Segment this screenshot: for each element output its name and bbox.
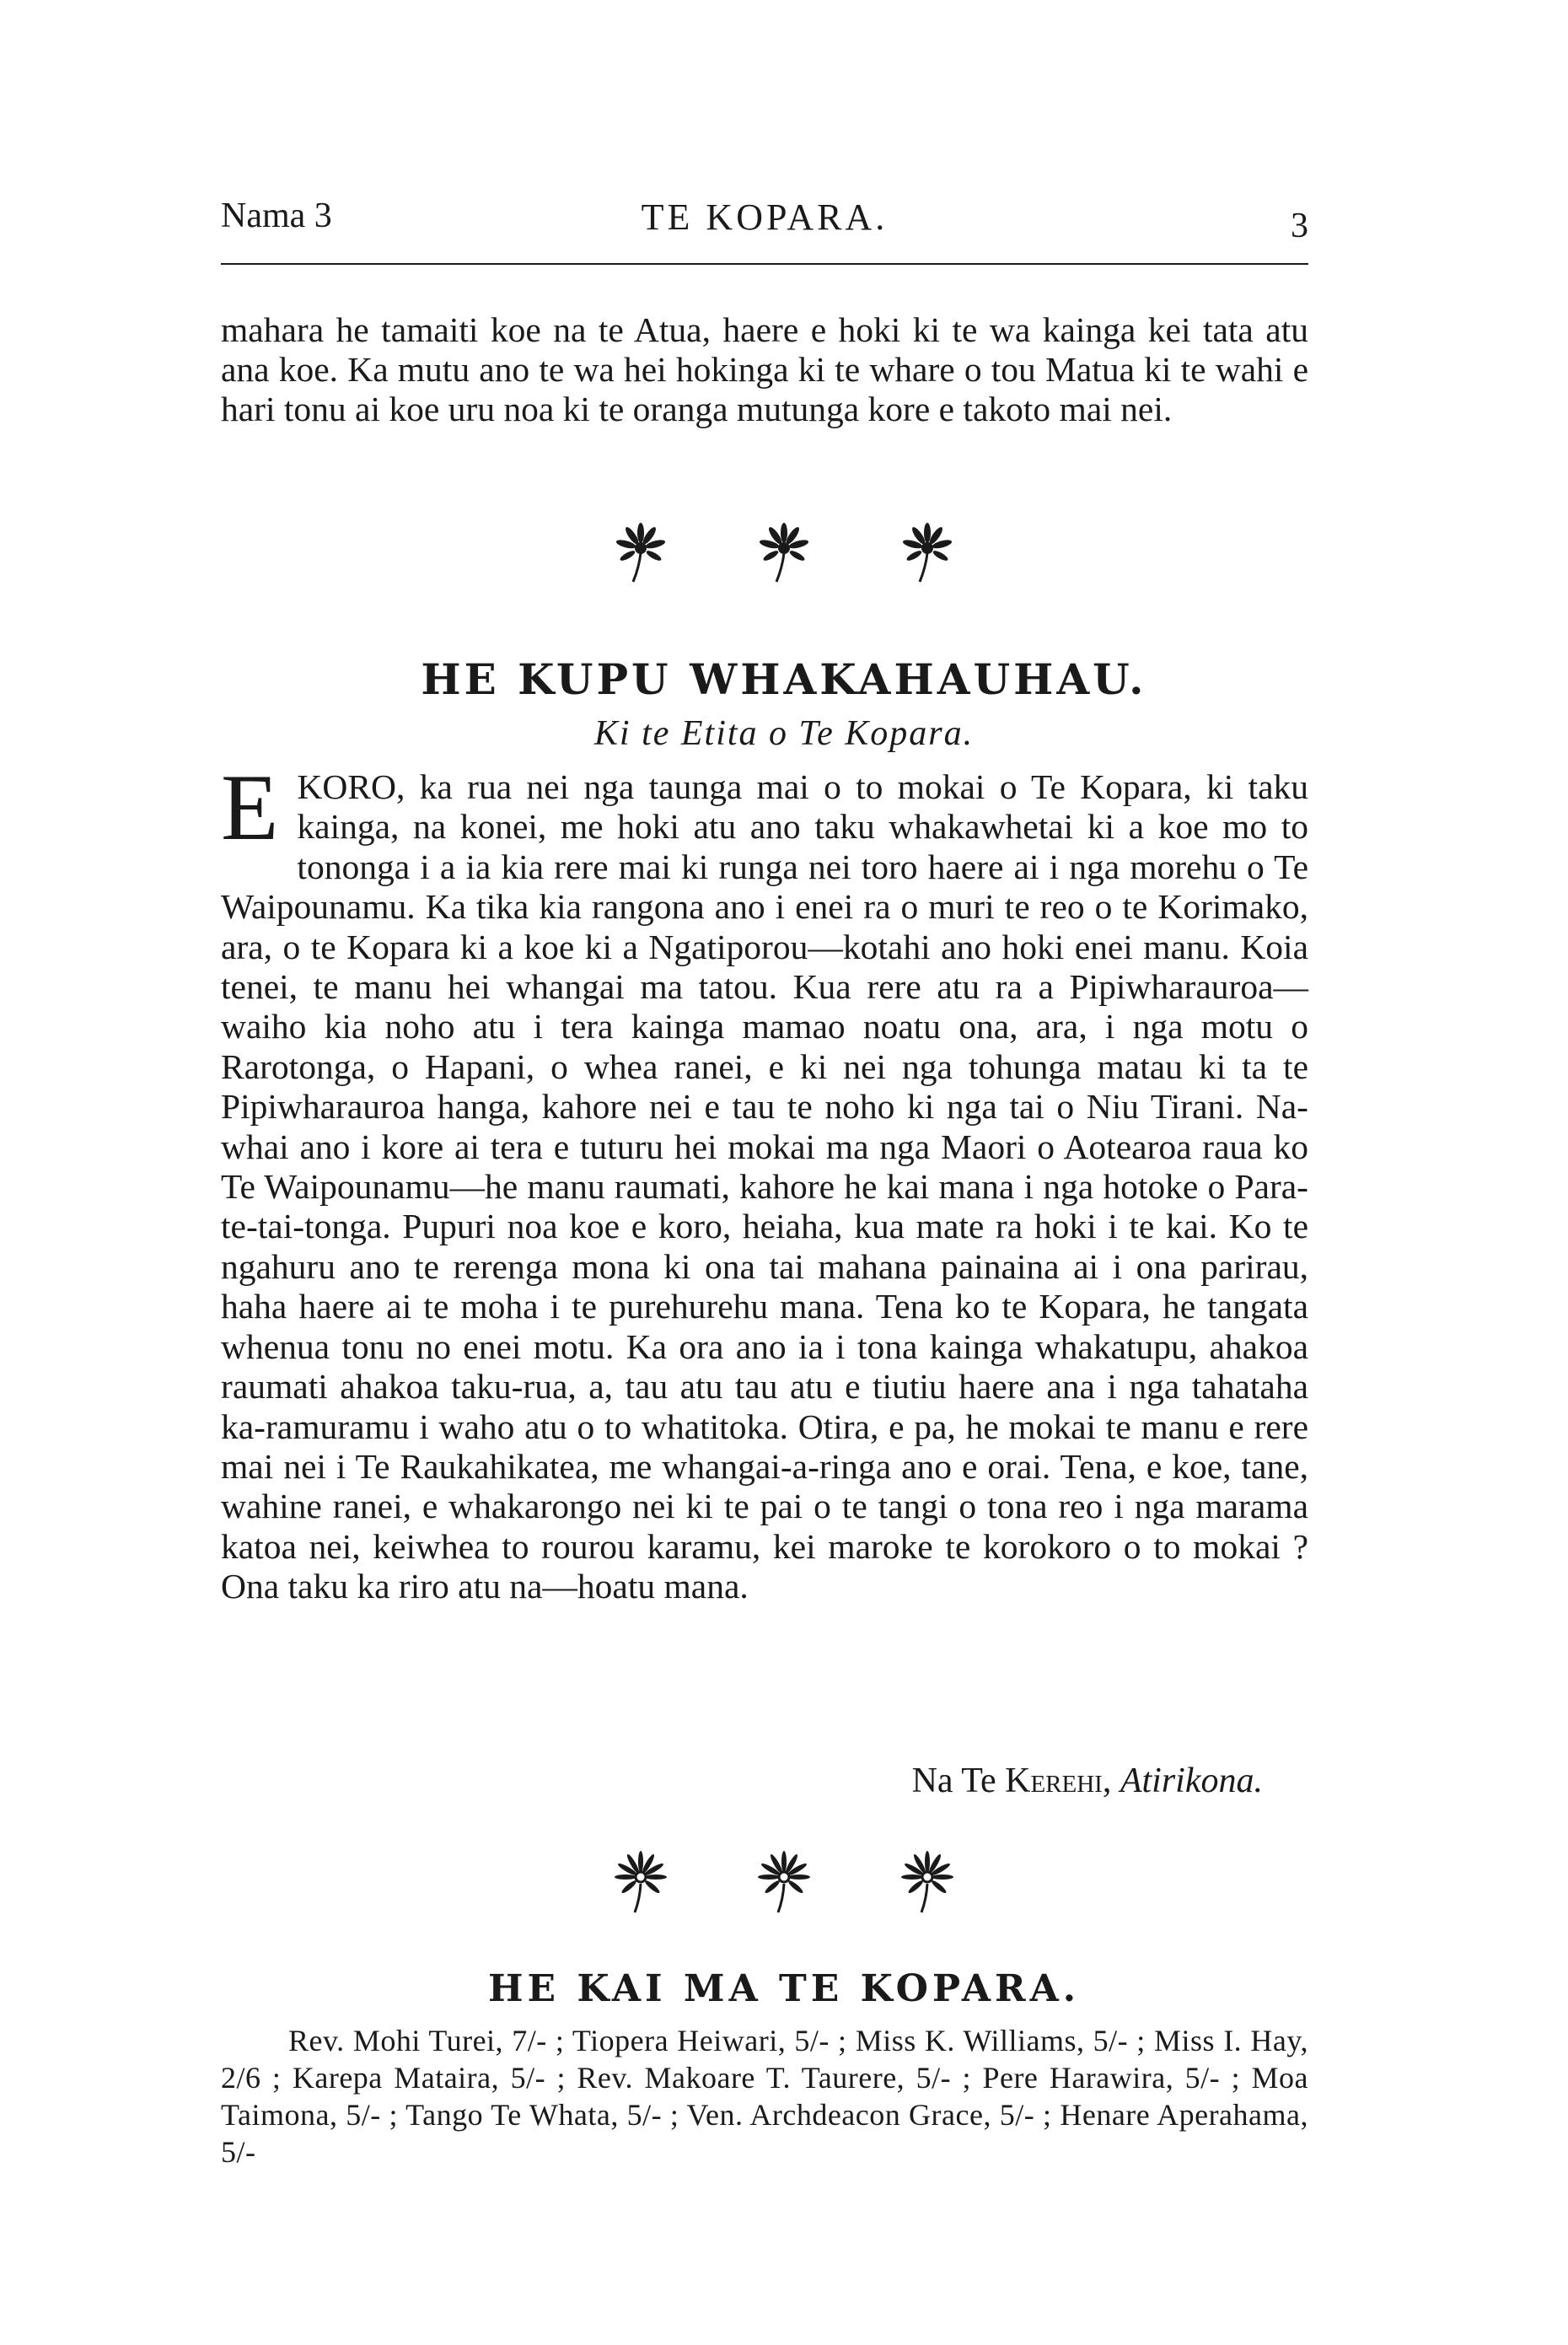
flower-ornament-icon xyxy=(898,521,957,589)
flower-ornament-icon xyxy=(611,1850,670,1917)
signature-separator: , xyxy=(1102,1761,1120,1800)
flower-ornament-icon xyxy=(611,521,670,589)
article-subtitle: Ki te Etita o Te Kopara. xyxy=(593,714,975,753)
flower-ornament-icon xyxy=(898,1850,957,1917)
flower-ornament-icon xyxy=(754,1850,814,1917)
issue-number: Nama 3 xyxy=(221,196,332,235)
letter-body xyxy=(221,756,1308,1607)
flower-ornament-icon xyxy=(754,521,814,589)
signature-title: Atirikona. xyxy=(1120,1761,1263,1800)
donors-list: Rev. Mohi Turei, 7/- ; Tiopera Heiwari, 5/- ; Miss K. Williams, 5/- ; Miss I. Hay, 2/6 ; Karepa Mataira, 5/- ; Rev. Makoare T. Taurere, 5/- ; Pere Harawira, 5/- ; Moa Taimona, 5/- ; Tango Te Whata, 5/- ; Ven. Archdeacon Grace, 5/- ; Henare Aperahama, 5/- xyxy=(221,2024,1308,2169)
signature-name: Kerehi xyxy=(1005,1761,1103,1800)
opening-paragraph: mahara he tamaiti koe na te Atua, haere e hoki ki te wa kainga kei tata atu ana koe. Ka mutu ano te wa hei hokinga ki te whare o tou Matua ki te wahi e hari tonu ai koe uru noa ki te oranga mutunga kore e takoto mai nei. xyxy=(221,310,1308,428)
article-title: HE KUPU WHAKAHAUHAU. xyxy=(421,654,1147,704)
drop-cap: E xyxy=(221,756,279,860)
donors-title: HE KAI MA TE KOPARA. xyxy=(487,1967,1081,2010)
page-number: 3 xyxy=(1291,207,1308,245)
header-rule xyxy=(221,263,1308,265)
running-header xyxy=(221,196,1308,256)
publication-title: TE KOPARA. xyxy=(641,196,889,238)
ornament-divider-middle xyxy=(0,1850,1568,1917)
ornament-divider-top xyxy=(0,521,1568,589)
letter-text: KORO, ka rua nei nga taunga mai o to mokai o Te Kopara, ki taku kainga, na konei, me hoki atu ano taku whakawhetai ki a koe mo to tononga i a ia kia rere mai ki runga nei toro haere ai i nga morehu o Te Waipounamu. Ka tika kia rangona ano i enei ra o muri te reo o te Korimako, ara, o te Kopara ki a koe ki a Ngatiporou—kotahi ano hoki enei manu. Koia tenei, te manu hei whangai ma tatou. Kua rere atu ra a Pipiwharauroa— waiho kia noho atu i tera kainga mamao noatu ona, ara, i nga motu o Rarotonga, o Hapani, o whea ranei, e ki nei nga tohunga matau ki ta te Pipiwharauroa hanga, kahore nei e tau te noho ki nga tai o Niu Tirani. Na-whai ano i kore ai tera e tuturu hei mokai ma nga Maori o Aotearoa raua ko Te Waipounamu—he manu raumati, kahore he kai mana i nga hotoke o Para-te-tai-tonga. Pupuri noa koe e koro, heiaha, kua mate ra hoki i te kai. Ko te ngahuru ano te rerenga mona ki ona tai mahana painaina ai i ona parirau, haha haere ai te moha i te purehurehu mana. Tena ko te Kopara, he tangata whenua tonu no enei motu. Ka ora ano ia i tona kainga whakatupu, ahakoa raumati ahakoa taku-rua, a, tau atu tau atu e tiutiu haere ana i nga tahataha ka-ramuramu i waho atu o to whatitoka. Otira, e pa, he mokai te manu e rere mai nei i Te Raukahikatea, me whangai-a-ringa ano e orai. Tena, e koe, tane, wahine ranei, e whakarongo nei ki te pai o te tangi o tona reo i nga marama katoa nei, keiwhea to rourou karamu, kei maroke te korokoro o to mokai ? Ona taku ka riro atu na—hoatu mana. xyxy=(221,767,1308,1606)
signature-prefix: Na Te xyxy=(911,1761,1006,1800)
signature xyxy=(912,1761,1263,1801)
